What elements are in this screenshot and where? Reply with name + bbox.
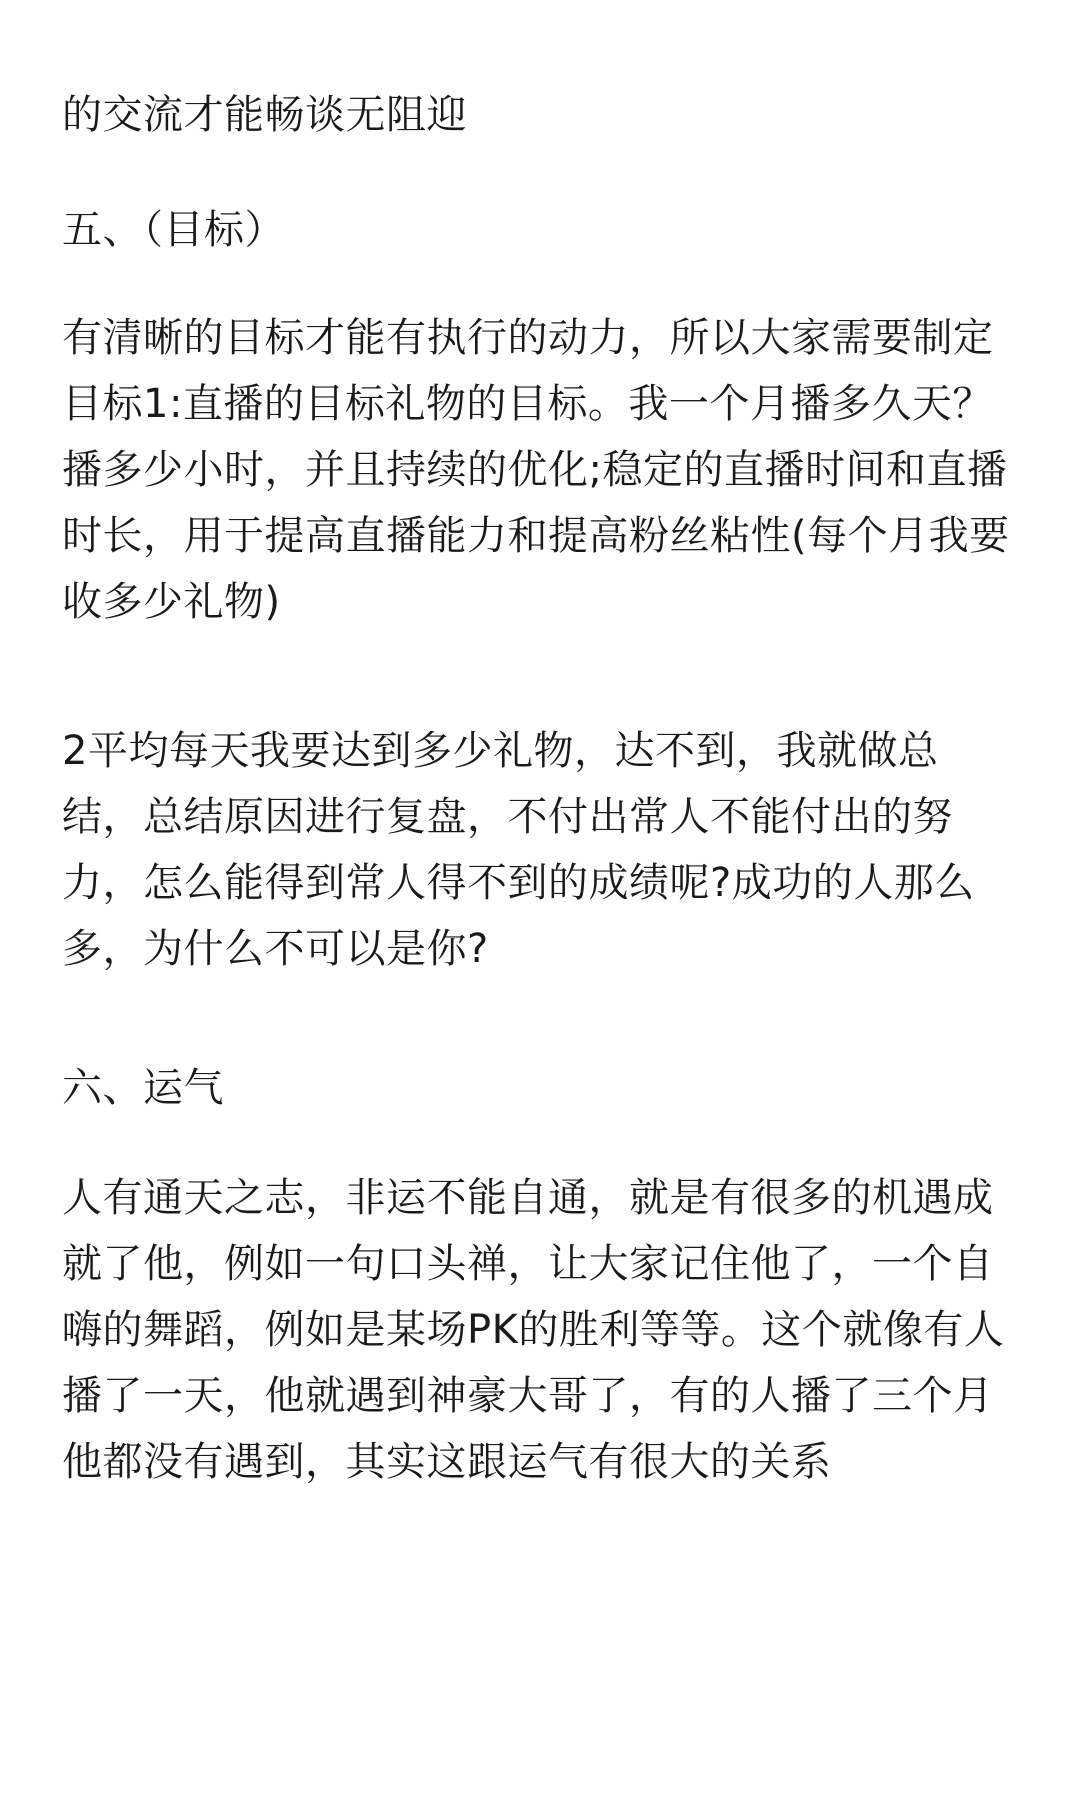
paragraph-continuation: 的交流才能畅谈无阻迎 [62, 92, 467, 138]
paragraph-goal-2: 2平均每天我要达到多少礼物，达不到，我就做总结，总结原因进行复盘，不付出常人不能付出的努力，怎么能得到常人得不到的成绩呢?成功的人那么多，为什么不可以是你? [62, 728, 975, 972]
section-heading-luck: 六、运气 [62, 1065, 224, 1111]
paragraph-goal-1: 有清晰的目标才能有执行的动力，所以大家需要制定目标1:直播的目标礼物的目标。我一个月播多久天？播多少小时，并且持续的优化;稳定的直播时间和直播时长，用于提高直播能力和提高粉丝粘性(每个月我要收多少礼物) [62, 315, 1010, 625]
section-heading-goal: 五、（目标） [62, 207, 285, 253]
paragraph-luck: 人有通天之志，非运不能自通，就是有很多的机遇成就了他，例如一句口头禅，让大家记住他了，一个自嗨的舞蹈，例如是某场PK的胜利等等。这个就像有人播了一天，他就遇到神豪大哥了，有的人播了三个月他都没有遇到，其实这跟运气有很大的关系 [62, 1175, 1005, 1485]
